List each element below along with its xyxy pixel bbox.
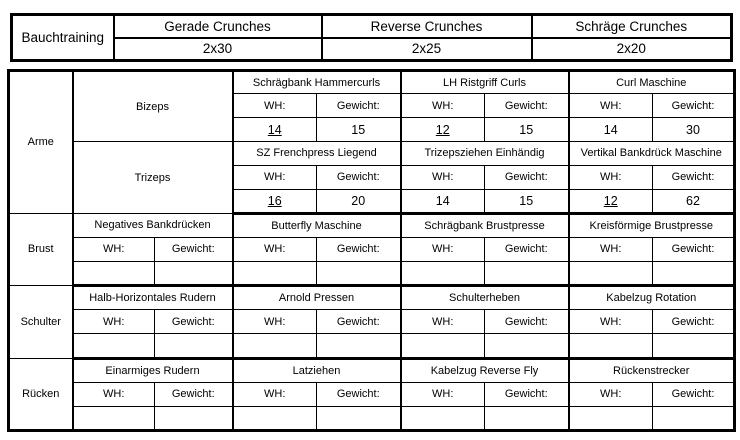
wh-value[interactable] — [73, 406, 155, 430]
exercise-name: Trizepsziehen Einhändig — [401, 142, 569, 165]
wh-label: WH: — [233, 94, 317, 118]
gewicht-value[interactable] — [485, 406, 569, 430]
wh-label: WH: — [233, 165, 317, 189]
wh-label: WH: — [401, 382, 485, 406]
gewicht-label: Gewicht: — [653, 237, 735, 261]
wh-label: WH: — [73, 382, 155, 406]
exercise-name: Butterfly Maschine — [233, 213, 401, 237]
gewicht-label: Gewicht: — [155, 237, 233, 261]
wh-value: 12 — [435, 122, 450, 137]
wh-label: WH: — [73, 237, 155, 261]
gewicht-value[interactable]: 15 — [485, 189, 569, 213]
gewicht-label: Gewicht: — [485, 310, 569, 334]
wh-value[interactable]: 14 — [569, 118, 653, 142]
gewicht-value[interactable] — [653, 406, 735, 430]
wh-label: WH: — [233, 310, 317, 334]
wh-label: WH: — [233, 382, 317, 406]
wh-label: WH: — [233, 237, 317, 261]
gewicht-value[interactable]: 30 — [653, 118, 735, 142]
wh-value[interactable] — [401, 262, 485, 286]
abs-exercise-reps[interactable]: 2x25 — [322, 38, 532, 61]
gewicht-label: Gewicht: — [317, 94, 401, 118]
gewicht-label: Gewicht: — [485, 237, 569, 261]
exercise-name: Kabelzug Rotation — [569, 286, 735, 310]
exercise-name: Arnold Pressen — [233, 286, 401, 310]
wh-label: WH: — [401, 165, 485, 189]
wh-value-cell[interactable] — [233, 118, 317, 142]
wh-label: WH: — [569, 237, 653, 261]
section-label-back: Rücken — [9, 358, 73, 431]
abs-exercise-name: Reverse Crunches — [322, 15, 532, 38]
gewicht-label: Gewicht: — [653, 310, 735, 334]
wh-label: WH: — [401, 237, 485, 261]
muscle-label-triceps: Trizeps — [73, 142, 233, 213]
wh-label: WH: — [401, 310, 485, 334]
exercise-name: Schrägbank Hammercurls — [233, 71, 401, 94]
abs-exercise-reps[interactable]: 2x20 — [532, 38, 732, 61]
gewicht-value[interactable] — [317, 262, 401, 286]
wh-value[interactable] — [233, 334, 317, 358]
section-label-arms: Arme — [9, 71, 73, 214]
wh-label: WH: — [569, 382, 653, 406]
muscle-label-biceps: Bizeps — [73, 71, 233, 142]
exercise-name: Schulterheben — [401, 286, 569, 310]
wh-value[interactable] — [233, 262, 317, 286]
gewicht-value[interactable] — [653, 334, 735, 358]
exercise-name: Schrägbank Brustpresse — [401, 213, 569, 237]
gewicht-label: Gewicht: — [485, 165, 569, 189]
gewicht-value[interactable]: 15 — [317, 118, 401, 142]
section-label-shoulders: Schulter — [9, 286, 73, 358]
gewicht-value[interactable] — [485, 262, 569, 286]
workout-table — [7, 69, 736, 432]
gewicht-label: Gewicht: — [155, 310, 233, 334]
section-label-chest: Brust — [9, 213, 73, 285]
abs-exercise-name: Schräge Crunches — [532, 15, 732, 38]
exercise-name: Halb-Horizontales Rudern — [73, 286, 233, 310]
exercise-name: Curl Maschine — [569, 71, 735, 94]
wh-label: WH: — [569, 94, 653, 118]
wh-label: WH: — [401, 94, 485, 118]
gewicht-value[interactable] — [317, 334, 401, 358]
gewicht-label: Gewicht: — [653, 94, 735, 118]
exercise-name: Negatives Bankdrücken — [73, 213, 233, 237]
gewicht-label: Gewicht: — [317, 165, 401, 189]
wh-value: 16 — [267, 193, 282, 208]
wh-value[interactable]: 14 — [401, 189, 485, 213]
wh-value[interactable] — [233, 406, 317, 430]
gewicht-label: Gewicht: — [485, 382, 569, 406]
wh-value[interactable] — [569, 334, 653, 358]
gewicht-label: Gewicht: — [155, 382, 233, 406]
gewicht-label: Gewicht: — [317, 237, 401, 261]
wh-value[interactable] — [569, 262, 653, 286]
exercise-name: Kreisförmige Brustpresse — [569, 213, 735, 237]
wh-label: WH: — [569, 165, 653, 189]
abs-exercise-reps[interactable]: 2x30 — [114, 38, 322, 61]
gewicht-value[interactable]: 62 — [653, 189, 735, 213]
gewicht-value[interactable] — [485, 334, 569, 358]
wh-value[interactable] — [401, 334, 485, 358]
gewicht-value[interactable]: 20 — [317, 189, 401, 213]
wh-value[interactable] — [73, 334, 155, 358]
exercise-name: Kabelzug Reverse Fly — [401, 358, 569, 382]
gewicht-value[interactable] — [155, 406, 233, 430]
wh-value-cell[interactable] — [401, 118, 485, 142]
exercise-name: SZ Frenchpress Liegend — [233, 142, 401, 165]
gewicht-label: Gewicht: — [653, 165, 735, 189]
exercise-name: Einarmiges Rudern — [73, 358, 233, 382]
wh-value-cell[interactable] — [233, 189, 317, 213]
wh-value[interactable] — [569, 406, 653, 430]
gewicht-label: Gewicht: — [317, 382, 401, 406]
gewicht-value[interactable] — [317, 406, 401, 430]
gewicht-value[interactable] — [653, 262, 735, 286]
exercise-name: Latziehen — [233, 358, 401, 382]
gewicht-value[interactable] — [155, 262, 233, 286]
gewicht-label: Gewicht: — [653, 382, 735, 406]
gewicht-label: Gewicht: — [317, 310, 401, 334]
wh-value: 12 — [603, 193, 618, 208]
gewicht-value[interactable] — [155, 334, 233, 358]
gewicht-value[interactable]: 15 — [485, 118, 569, 142]
exercise-name: LH Ristgriff Curls — [401, 71, 569, 94]
abs-exercise-name: Gerade Crunches — [114, 15, 322, 38]
wh-value: 14 — [267, 122, 282, 137]
wh-value-cell[interactable] — [569, 189, 653, 213]
wh-value[interactable] — [73, 262, 155, 286]
exercise-name: Rückenstrecker — [569, 358, 735, 382]
exercise-name: Vertikal Bankdrück Maschine — [569, 142, 735, 165]
gewicht-label: Gewicht: — [485, 94, 569, 118]
wh-value[interactable] — [401, 406, 485, 430]
abs-training-label: Bauchtraining — [12, 15, 114, 61]
wh-label: WH: — [73, 310, 155, 334]
abs-training-table — [10, 13, 733, 62]
wh-label: WH: — [569, 310, 653, 334]
